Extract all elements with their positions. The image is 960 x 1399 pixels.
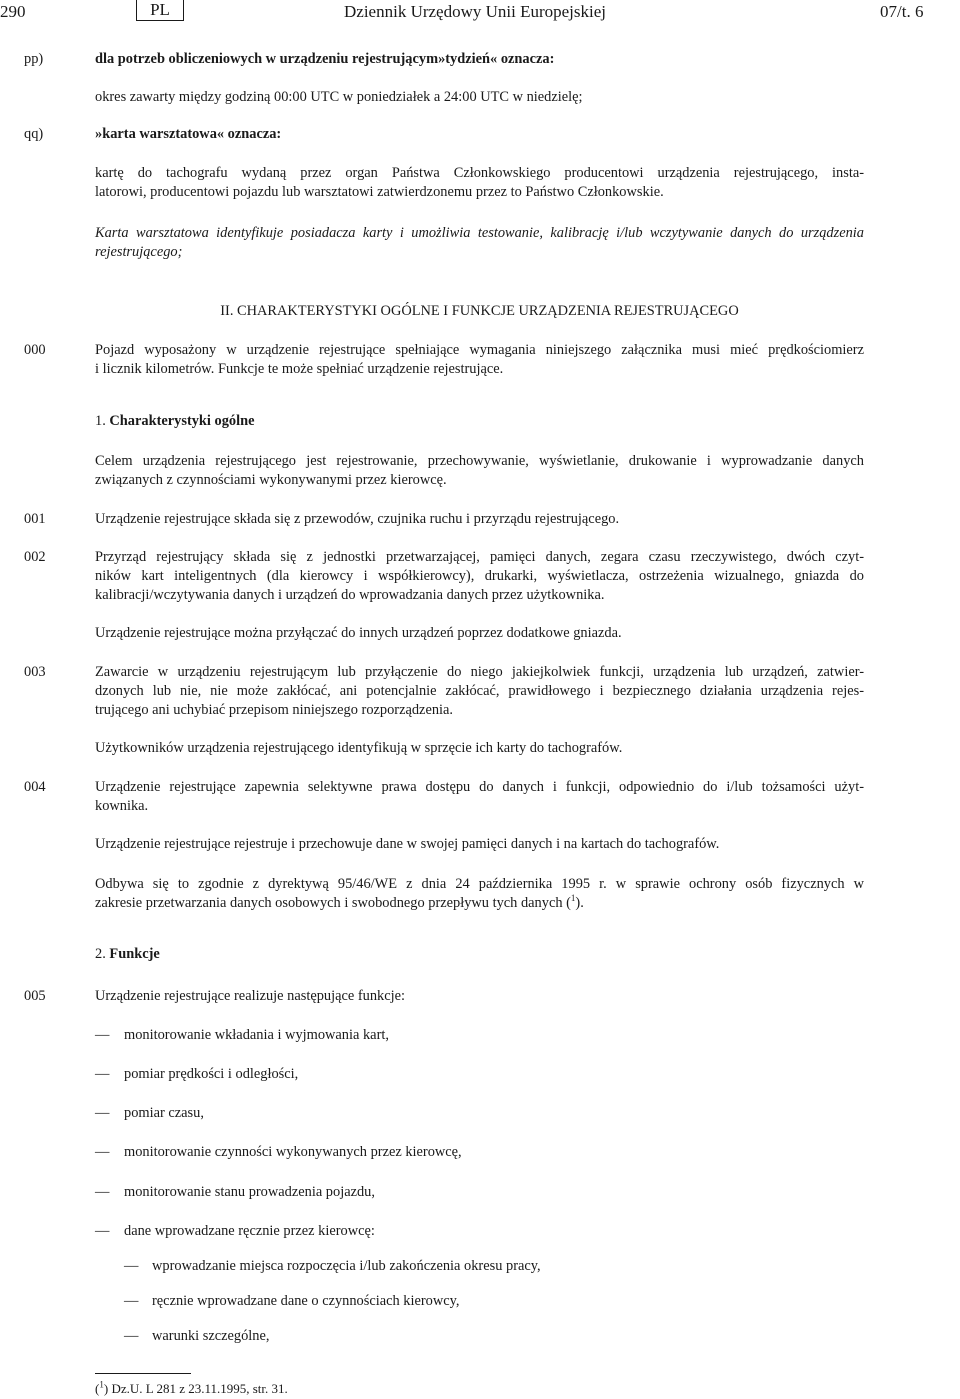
subsection-number: 2. xyxy=(95,946,106,962)
definition-body: okres zawarty między godziną 00:00 UTC w poniedziałek a 24:00 UTC w niedzielę; xyxy=(95,89,583,105)
sublist-dash: — xyxy=(124,1328,139,1344)
footnote-separator xyxy=(95,1373,191,1374)
requirement-text-line: Pojazd wyposażony w urządzenie rejestrujące spełniające wymagania niniejszego załącznika musi mieć prędkościomierz xyxy=(95,342,864,358)
intro-line: Celem urządzenia rejestrującego jest rejestrowanie, przechowywanie, wyświetlanie, drukowanie i wyprowadzanie danych xyxy=(95,453,864,469)
list-dash: — xyxy=(95,1223,110,1239)
requirement-text-line: ników kart inteligentnych (dla kierowcy i współkierowcy), drukarki, wyświetlacza, ostrzeżenia wizualnego, gniazda do xyxy=(95,568,864,584)
footnote-marker: 1 xyxy=(99,1379,104,1390)
requirement-text-line: Odbywa się to zgodnie z dyrektywą 95/46/WE z dnia 24 października 1995 r. w sprawie ochrony osób fizycznych w xyxy=(95,876,864,892)
requirement-text: Urządzenie rejestrujące realizuje następujące funkcje: xyxy=(95,988,406,1004)
sublist-item: wprowadzanie miejsca rozpoczęcia i/lub zakończenia okresu pracy, xyxy=(152,1258,541,1274)
requirement-text-line: i licznik kilometrów. Funkcje te może spełniać urządzenie rejestrujące. xyxy=(95,361,504,377)
section-title: II. CHARAKTERYSTYKI OGÓLNE I FUNKCJE URZĄDZENIA REJESTRUJĄCEGO xyxy=(220,303,739,319)
subsection-heading xyxy=(95,412,255,431)
sublist-dash: — xyxy=(124,1258,139,1274)
list-item: pomiar czasu, xyxy=(124,1105,204,1121)
requirement-number: 001 xyxy=(24,511,46,527)
footnote: ($^1$) Dz.U. L 281 z 23.11.1995, str. 31. xyxy=(95,1379,288,1396)
definition-body-line: kartę do tachografu wydaną przez organ Państwa Członkowskiego producentowi urządzenia rejestrującego, insta- xyxy=(95,165,864,181)
requirement-number: 003 xyxy=(24,664,46,680)
requirement-text-extra: Urządzenie rejestrujące można przyłączać do innych urządzeń poprzez dodatkowe gniazda. xyxy=(95,625,622,641)
requirement-text-line: kalibracji/wczytywania danych i urządzeń do wprowadzania danych przez użytkownika. xyxy=(95,587,605,603)
journal-title: Dziennik Urzędowy Unii Europejskiej xyxy=(344,2,607,21)
requirement-text-line: Urządzenie rejestrujące zapewnia selektywne prawa dostępu do danych i funkcji, odpowiednio do i/lub tożsamości użyt- xyxy=(95,779,864,795)
list-item: dane wprowadzane ręcznie przez kierowcę: xyxy=(124,1223,375,1239)
list-dash: — xyxy=(95,1184,110,1200)
definition-body-line: latorowi, producentowi pojazdu lub warsztatowi zatwierdzonemu przez to Państwo Członkowskie. xyxy=(95,184,664,200)
requirement-text-line: Zawarcie w urządzeniu rejestrującym lub przyłączenie do niego jakiejkolwiek funkcji, urządzenia lub urządzeń, zatwier- xyxy=(95,664,864,680)
requirement-number: 000 xyxy=(24,342,46,358)
requirement-text-line: dzonych lub nie, nie może zakłócać, ani potencjalnie zakłócać, prawidłowego i bezpiecznego działania urządzenia rejes- xyxy=(95,683,864,699)
requirement-text-line xyxy=(95,894,864,913)
definition-term xyxy=(95,125,864,144)
definition-italic-line: rejestrującego; xyxy=(95,244,183,260)
requirement-text: Urządzenie rejestrujące składa się z przewodów, czujnika ruchu i przyrządu rejestrującego. xyxy=(95,511,620,527)
definition-term-bold: »karta warsztatowa« oznacza: xyxy=(95,126,282,142)
list-dash: — xyxy=(95,1105,110,1121)
subsection-number: 1. xyxy=(95,413,106,429)
requirement-number: 005 xyxy=(24,988,46,1004)
requirement-text-fragment: ). xyxy=(575,895,584,911)
page-header xyxy=(0,0,960,24)
subsection-title: Funkcje xyxy=(109,946,160,962)
footnote-text: Dz.U. L 281 z 23.11.1995, str. 31. xyxy=(111,1381,288,1396)
page-number: 290 xyxy=(0,2,26,21)
list-dash: — xyxy=(95,1027,110,1043)
footnote-reference[interactable]: 1 xyxy=(570,893,576,904)
requirement-text-fragment: zakresie przetwarzania danych osobowych i swobodnego przepływu tych danych ( xyxy=(95,895,571,911)
intro-line: związanych z czynnościami wykonywanymi przez kierowcę. xyxy=(95,472,447,488)
definition-term-bold: dla potrzeb obliczeniowych w urządzeniu rejestrującym xyxy=(95,51,439,67)
volume-number: 07/t. 6 xyxy=(880,2,924,21)
language-box: PL xyxy=(136,0,184,21)
list-item: monitorowanie stanu prowadzenia pojazdu, xyxy=(124,1184,375,1200)
requirement-text-line: Przyrząd rejestrujący składa się z jednostki przetwarzającej, pamięci danych, zegara czasu rzeczywistego, dwóch czyt- xyxy=(95,549,864,565)
definition-italic-line: Karta warsztatowa identyfikuje posiadacza karty i umożliwia testowanie, kalibrację i/lub wczytywanie danych do urządzenia xyxy=(95,225,864,241)
requirement-number: 004 xyxy=(24,779,46,795)
sublist-item: ręcznie wprowadzane dane o czynnościach kierowcy, xyxy=(152,1293,460,1309)
list-item: monitorowanie wkładania i wyjmowania kart, xyxy=(124,1027,389,1043)
requirement-number: 002 xyxy=(24,549,46,565)
requirement-text-line: trującego ani uchybiać przepisom niniejszego rozporządzenia. xyxy=(95,702,454,718)
definition-label: pp) xyxy=(24,51,44,67)
subsection-heading xyxy=(95,945,160,964)
requirement-text-line: kownika. xyxy=(95,798,149,814)
definition-label: qq) xyxy=(24,126,44,142)
list-dash: — xyxy=(95,1066,110,1082)
requirement-text-extra: Użytkowników urządzenia rejestrującego identyfikują w sprzęcie ich karty do tachografów. xyxy=(95,740,623,756)
list-dash: — xyxy=(95,1144,110,1160)
requirement-text-extra: Urządzenie rejestrujące rejestruje i przechowuje dane w swojej pamięci danych i na kartach do tachografów. xyxy=(95,836,720,852)
list-item: monitorowanie czynności wykonywanych przez kierowcę, xyxy=(124,1144,462,1160)
list-item: pomiar prędkości i odległości, xyxy=(124,1066,299,1082)
sublist-dash: — xyxy=(124,1293,139,1309)
sublist-item: warunki szczególne, xyxy=(152,1328,270,1344)
definition-term xyxy=(95,50,864,69)
subsection-title: Charakterystyki ogólne xyxy=(109,413,255,429)
definition-term-rest: »tydzień« oznacza: xyxy=(438,51,555,67)
